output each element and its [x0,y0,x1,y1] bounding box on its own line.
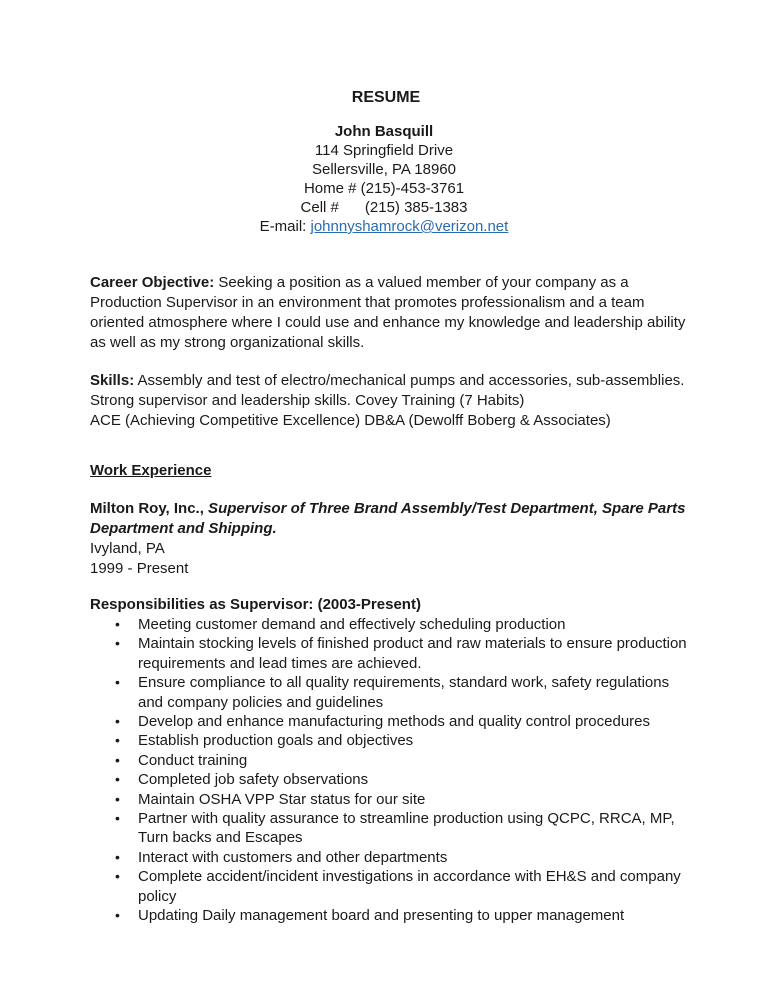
responsibility-text: Complete accident/incident investigations in accordance with EH&S and company policy [138,868,681,905]
cell-phone [0,198,768,217]
applicant-name: John Basquill [334,123,434,140]
responsibility-item [90,712,690,731]
skills-text-line1: Assembly and test of electro/mechanical pumps and accessories, sub-assemblies. Strong supervisor and leadership skills. Covey Training (7 Habits) [90,372,685,409]
objective-text: Seeking a position as a valued member of your company as a Production Supervisor in an environment that promotes professionalism and a team oriented atmosphere where I could use and enhance my knowledge and leadership ability as well as my strong organizational skills. [90,274,686,351]
responsibility-text: Develop and enhance manufacturing methods and quality control procedures [138,713,650,731]
responsibilities-list [90,615,690,926]
responsibility-text: Partner with quality assurance to streamline production using QCPC, RRCA, MP, Turn backs and Escapes [138,810,675,847]
responsibility-item [90,615,690,634]
responsibility-item [90,634,690,673]
bullet-icon: • [115,868,120,885]
responsibility-text: Updating Daily management board and presenting to upper management [138,907,625,925]
responsibility-text: Conduct training [138,751,248,769]
career-objective [90,273,690,353]
responsibility-text: Completed job safety observations [138,771,369,789]
cell-number: (215) 385-1383 [364,199,468,216]
resume-title: RESUME [351,89,421,106]
bullet-icon: • [115,616,120,632]
bullet-icon: • [115,635,120,652]
responsibility-item [90,867,690,906]
responsibility-item [90,809,690,848]
bullet-icon: • [115,848,120,865]
responsibility-text: Maintain stocking levels of finished product and raw materials to ensure production requirements and lead times are achieved. [138,635,687,672]
responsibility-item [90,731,690,750]
responsibility-item [90,751,690,770]
bullet-icon: • [115,810,120,827]
skills-section [90,371,690,431]
company-name: Milton Roy, Inc., [90,500,204,517]
skills-label: Skills: [90,372,135,389]
job-title-line [90,499,690,539]
responsibility-text: Establish production goals and objectives [138,732,414,750]
responsibility-text: Meeting customer demand and effectively scheduling production [138,616,566,633]
objective-label: Career Objective: [90,274,215,291]
responsibility-item [90,673,690,712]
bullet-icon: • [115,713,120,730]
responsibility-item [90,790,690,809]
home-phone: Home # (215)-453-3761 [303,180,465,197]
responsibility-text: Ensure compliance to all quality requirements, standard work, safety regulations and company policies and guidelines [138,674,670,711]
bullet-icon: • [115,732,120,749]
responsibility-item [90,906,690,925]
responsibility-item [90,848,690,867]
responsibility-text: Interact with customers and other departments [138,848,448,866]
bullet-icon: • [115,790,120,807]
responsibility-item [90,770,690,789]
contact-header [0,88,768,236]
responsibility-text: Maintain OSHA VPP Star status for our site [138,790,426,808]
bullet-icon: • [115,907,120,924]
street-address: 114 Springfield Drive [314,142,454,159]
skills-text-line2: ACE (Achieving Competitive Excellence) DB&A (Dewolff Boberg & Associates) [90,412,611,429]
email-link[interactable]: johnnyshamrock@verizon.net [310,218,509,235]
responsibilities-heading: Responsibilities as Supervisor: (2003-Present) [90,596,421,613]
bullet-icon: • [115,674,120,691]
email-label: E-mail: [259,218,311,235]
job-dates: 1999 - Present [90,560,189,577]
email-line [0,217,768,236]
job-role: Supervisor of Three Brand Assembly/Test Department, Spare Parts Department and Shipping. [90,500,686,537]
cell-label: Cell # [300,199,339,216]
bullet-icon: • [115,751,120,768]
resume-body [90,273,690,926]
work-experience-heading: Work Experience [90,462,212,479]
job-location: Ivyland, PA [90,540,165,557]
job-entry [90,499,690,579]
city-state-zip: Sellersville, PA 18960 [312,161,456,178]
bullet-icon: • [115,771,120,788]
